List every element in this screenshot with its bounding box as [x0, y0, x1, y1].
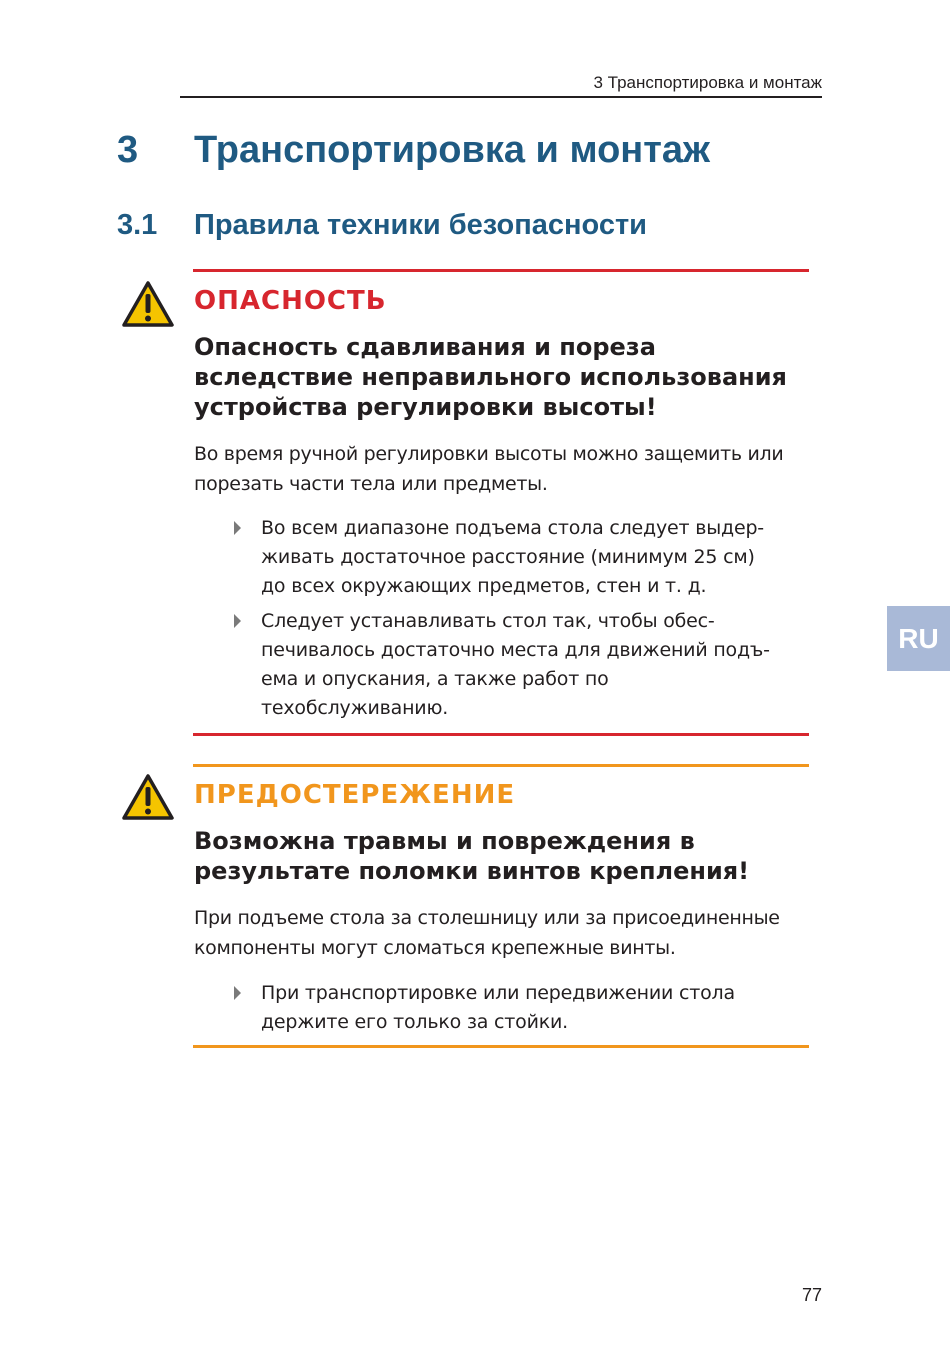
- page-number: 77: [801, 1285, 822, 1305]
- caution-hazard-title: [194, 826, 814, 886]
- list-item-line: держите его только за стойки.: [261, 1011, 568, 1033]
- bullet-arrow-icon: [234, 986, 241, 1000]
- section-heading: [117, 206, 647, 244]
- list-item-line: При транспортировке или передвижении стола: [261, 982, 735, 1004]
- list-item-line: ема и опускания, а также работ по: [261, 668, 609, 690]
- danger-measures-list: [231, 514, 770, 723]
- caution-bottom-rule: [193, 1045, 809, 1048]
- warning-triangle-icon: [121, 280, 175, 328]
- caution-measures-list: [231, 979, 735, 1037]
- hazard-title-line: Опасность сдавливания и пореза: [194, 333, 656, 361]
- hazard-title-line: Возможна травмы и повреждения в: [194, 827, 695, 855]
- hazard-title-line: вследствие неправильного использования: [194, 363, 787, 391]
- list-item-line: до всех окружающих предметов, стен и т. д.: [261, 575, 707, 597]
- caution-signal-word: ПРЕДОСТЕРЕЖЕНИЕ: [194, 780, 516, 810]
- list-item-line: печивалось достаточно места для движений подъ-: [261, 639, 770, 661]
- description-line: Во время ручной регулировки высоты можно защемить или: [194, 443, 784, 465]
- danger-signal-word: ОПАСНОСТЬ: [194, 286, 387, 316]
- running-header: 3 Транспортировка и монтаж: [593, 73, 822, 92]
- list-item-line: техобслуживанию.: [261, 697, 449, 719]
- description-line: порезать части тела или предметы.: [194, 473, 548, 495]
- caution-top-rule: [193, 764, 809, 767]
- bullet-arrow-icon: [234, 614, 241, 628]
- description-line: компоненты могут сломаться крепежные винты.: [194, 937, 676, 959]
- list-item: [231, 514, 770, 601]
- danger-hazard-title: [194, 332, 814, 422]
- list-item-line: Следует устанавливать стол так, чтобы обес-: [261, 610, 715, 632]
- hazard-title-line: устройства регулировки высоты!: [194, 393, 657, 421]
- language-tab: RU: [887, 606, 950, 671]
- chapter-heading: [117, 126, 710, 174]
- caution-description: [194, 903, 780, 963]
- danger-top-rule: [193, 269, 809, 272]
- warning-triangle-icon: [121, 773, 175, 821]
- danger-description: [194, 439, 783, 499]
- bullet-arrow-icon: [234, 521, 241, 535]
- list-item: [231, 607, 770, 723]
- danger-bottom-rule: [193, 733, 809, 736]
- list-item-line: живать достаточное расстояние (минимум 25 см): [261, 546, 755, 568]
- list-item-line: Во всем диапазоне подъема стола следует выдер-: [261, 517, 764, 539]
- chapter-title: Транспортировка и монтаж: [194, 129, 710, 171]
- section-number: 3.1: [117, 209, 158, 241]
- list-item: [231, 979, 735, 1037]
- description-line: При подъеме стола за столешницу или за присоединенные: [194, 907, 780, 929]
- chapter-number: 3: [117, 129, 139, 171]
- header-rule: [180, 96, 822, 98]
- section-title: Правила техники безопасности: [194, 209, 647, 241]
- hazard-title-line: результате поломки винтов крепления!: [194, 857, 750, 885]
